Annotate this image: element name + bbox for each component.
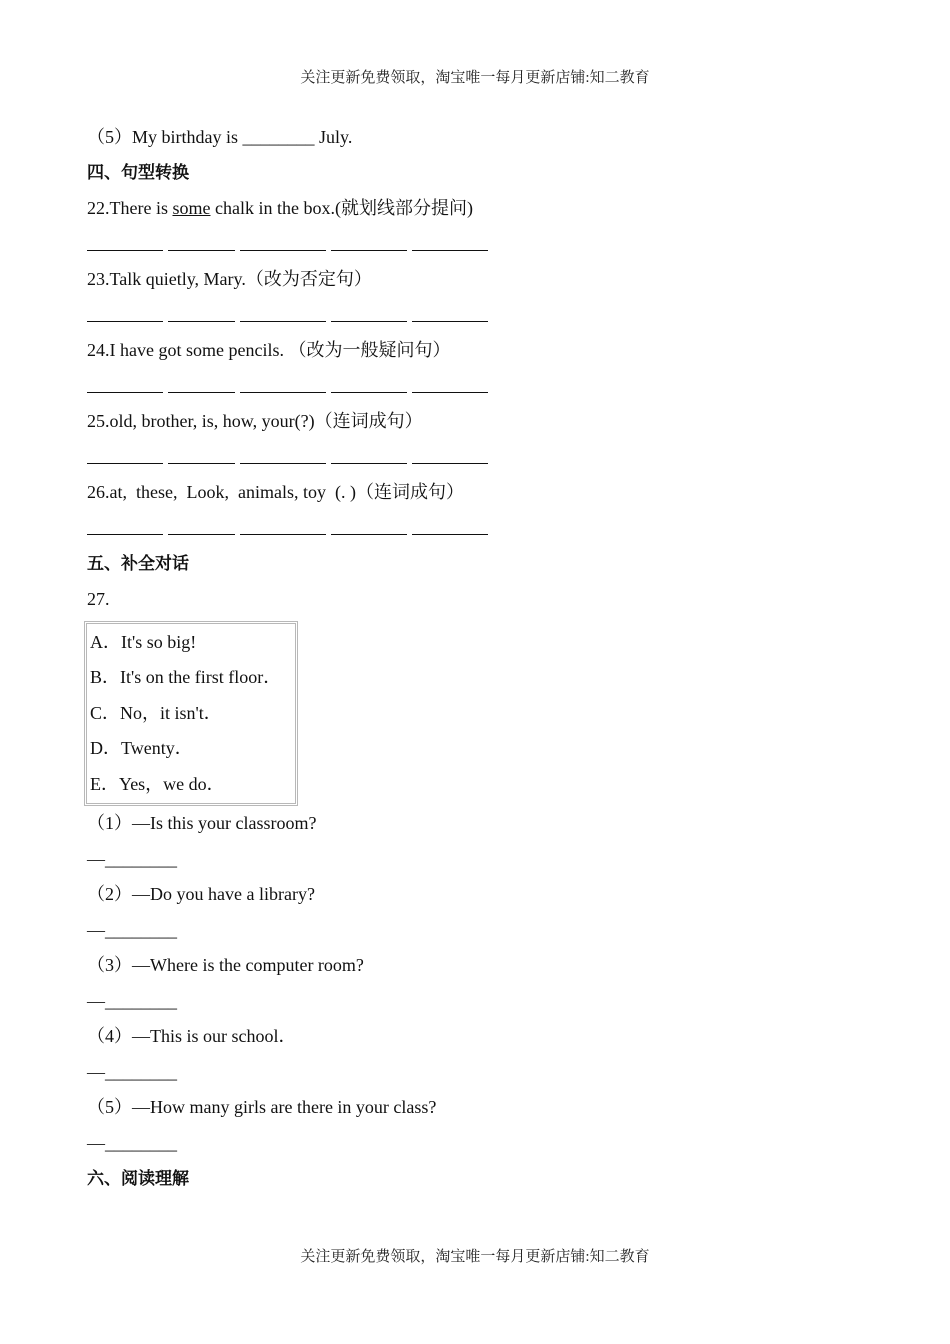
answer-blank[interactable] <box>87 392 163 393</box>
answer-blank[interactable] <box>240 534 326 535</box>
question-text: 22.There is <box>87 198 173 218</box>
answer-blank[interactable] <box>331 392 407 393</box>
answer-blank[interactable] <box>331 250 407 251</box>
question-27-number: 27. <box>87 589 110 609</box>
answer-blank[interactable] <box>331 534 407 535</box>
section-5-heading: 五、补全对话 <box>87 554 189 574</box>
answer-blank[interactable] <box>240 321 326 322</box>
dialog-1-question: （1）—Is this your classroom? <box>87 813 317 833</box>
dialog-1-answer-blank[interactable]: —________ <box>87 849 177 869</box>
answer-blank[interactable] <box>412 392 488 393</box>
answer-blank[interactable] <box>168 463 235 464</box>
answer-blank[interactable]: ________ <box>242 127 315 147</box>
answer-blank[interactable] <box>331 463 407 464</box>
page-footer: 关注更新免费领取，淘宝唯一每月更新店铺:知二教育 <box>300 1249 650 1265</box>
section-4-heading: 四、句型转换 <box>87 163 189 183</box>
question-22 <box>87 197 473 219</box>
answer-blank[interactable] <box>87 534 163 535</box>
dialog-2-question: （2）—Do you have a library? <box>87 884 315 904</box>
dialog-5-answer-blank[interactable]: —________ <box>87 1133 177 1153</box>
question-text: （5）My birthday is <box>87 127 243 147</box>
answer-blank[interactable] <box>87 321 163 322</box>
dialog-5-question: （5）—How many girls are there in your class? <box>87 1097 437 1117</box>
dialog-4-answer-blank[interactable]: —________ <box>87 1062 177 1082</box>
answer-blank[interactable] <box>240 392 326 393</box>
answer-blank[interactable] <box>412 534 488 535</box>
answer-blank[interactable] <box>168 321 235 322</box>
answer-blank[interactable] <box>87 250 163 251</box>
question-25: 25.old, brother, is, how, your(?)（连词成句） <box>87 411 423 431</box>
dialog-2-answer-blank[interactable]: —________ <box>87 920 177 940</box>
answer-blank[interactable] <box>240 463 326 464</box>
options-box <box>84 621 298 806</box>
option-c: C．No，it isn't． <box>90 703 222 723</box>
question-21-5 <box>87 126 352 148</box>
question-text: July. <box>314 127 353 147</box>
answer-blank[interactable] <box>331 321 407 322</box>
answer-blank[interactable] <box>412 250 488 251</box>
question-23: 23.Talk quietly, Mary.（改为否定句） <box>87 269 372 289</box>
section-6-heading: 六、阅读理解 <box>87 1169 189 1189</box>
answer-blank[interactable] <box>240 250 326 251</box>
answer-blank[interactable] <box>412 321 488 322</box>
answer-blank[interactable] <box>87 463 163 464</box>
dialog-3-question: （3）—Where is the computer room? <box>87 955 364 975</box>
dialog-3-answer-blank[interactable]: —________ <box>87 991 177 1011</box>
question-24: 24.I have got some pencils. （改为一般疑问句） <box>87 340 451 360</box>
option-b: B．It's on the first floor． <box>90 667 282 687</box>
question-text: chalk in the box.(就划线部分提问) <box>210 198 473 218</box>
question-26: 26.at, these, Look, animals, toy (. )（连词成句） <box>87 482 464 502</box>
answer-blank[interactable] <box>168 392 235 393</box>
underlined-word: some <box>172 198 211 218</box>
option-d: D．Twenty． <box>90 738 193 758</box>
answer-blank[interactable] <box>168 250 235 251</box>
answer-blank[interactable] <box>412 463 488 464</box>
option-e: E．Yes，we do． <box>90 774 225 794</box>
dialog-4-question: （4）—This is our school． <box>87 1026 297 1046</box>
option-a: A．It's so big! <box>90 632 197 652</box>
page-header: 关注更新免费领取，淘宝唯一每月更新店铺:知二教育 <box>300 70 650 86</box>
answer-blank[interactable] <box>168 534 235 535</box>
